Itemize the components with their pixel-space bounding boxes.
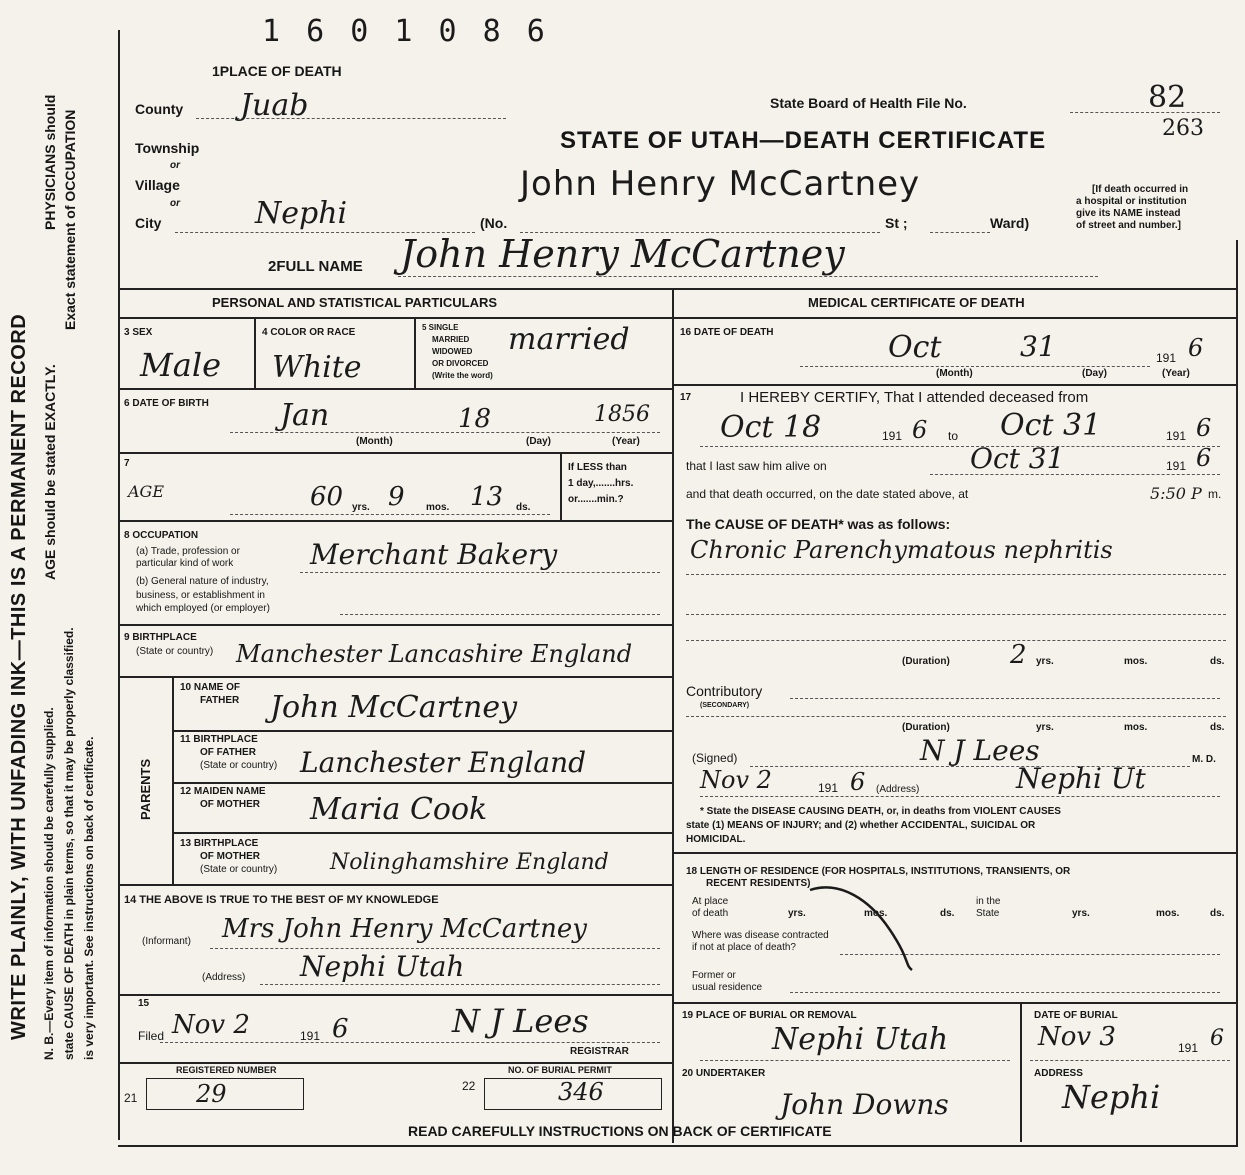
mother-birthplace-label-3: (State or country)	[200, 864, 278, 875]
burial-permit-value: 346	[558, 1078, 604, 1106]
registered-number-value: 29	[196, 1080, 227, 1108]
color-race-label: 4 COLOR OR RACE	[262, 327, 356, 338]
margin-note-1: N. B.—Every item of information should be carefully supplied.	[42, 707, 56, 1060]
age-months: 9	[388, 482, 405, 512]
full-name-label: 2FULL NAME	[268, 258, 363, 275]
in-state-mos: mos.	[1156, 908, 1180, 919]
attended-to-label: to	[948, 429, 959, 443]
hospital-note-1: [If death occurred in	[1092, 184, 1189, 195]
registrar-signature: N J Lees	[452, 1002, 589, 1040]
age-less-label-1: If LESS than	[568, 462, 627, 473]
father-birthplace-label-3: (State or country)	[200, 760, 278, 771]
death-time-value: 5:50 P	[1150, 484, 1202, 503]
filed-year: 6	[332, 1014, 349, 1044]
dod-month-label: (Month)	[936, 368, 973, 379]
occupation-b-1: (b) General nature of industry,	[136, 576, 269, 587]
ward-label: Ward)	[990, 215, 1030, 231]
city-value: Nephi	[255, 196, 348, 231]
burial-permit-index: 22	[462, 1079, 476, 1093]
in-state-yrs: yrs.	[1072, 908, 1090, 919]
age-number: 7	[124, 458, 130, 469]
age-years: 60	[310, 482, 344, 512]
dob-year: 1856	[594, 402, 650, 427]
burial-place-label: 19 PLACE OF BURIAL OR REMOVAL	[682, 1010, 857, 1021]
date-of-death-month: Oct	[888, 330, 942, 365]
at-place-ds: ds.	[940, 908, 955, 919]
dod-year-label: (Year)	[1162, 368, 1190, 379]
date-of-death-year: 6	[1188, 334, 1204, 362]
occupation-a-2: particular kind of work	[136, 558, 234, 569]
attended-to-date: Oct 31	[1000, 408, 1102, 443]
signed-date: Nov 2	[700, 766, 772, 794]
former-residence-label-1: Former or	[692, 970, 736, 981]
filed-date: Nov 2	[172, 1010, 250, 1040]
personal-section-title: PERSONAL AND STATISTICAL PARTICULARS	[212, 295, 498, 310]
dob-year-label: (Year)	[612, 436, 640, 447]
informant-label: (Informant)	[142, 936, 191, 947]
birthplace-sublabel: (State or country)	[136, 646, 214, 657]
marital-label-5: (Write the word)	[432, 371, 493, 380]
age-months-label: mos.	[426, 502, 450, 513]
hospital-note-2: a hospital or institution	[1076, 196, 1187, 207]
death-time-text: and that death occurred, on the date stated above, at	[686, 487, 969, 501]
signed-value: N J Lees	[920, 734, 1040, 767]
dod-day-label: (Day)	[1082, 368, 1108, 379]
township-label: Township	[135, 140, 200, 156]
margin-note-5: PHYSICIANS should	[42, 94, 58, 230]
duration-value: 2	[1010, 640, 1027, 670]
occupation-label: 8 OCCUPATION	[124, 530, 199, 541]
signed-label: (Signed)	[692, 751, 738, 765]
secondary-label: (SECONDARY)	[700, 702, 750, 709]
signed-year: 6	[850, 768, 866, 796]
birthplace-value: Manchester Lancashire England	[236, 640, 633, 668]
certificate-title: STATE OF UTAH—DEATH CERTIFICATE	[560, 127, 1047, 154]
at-place-mos: mos.	[864, 908, 888, 919]
attended-from-date: Oct 18	[720, 410, 822, 445]
in-state-label-1: in the	[976, 896, 1001, 907]
signed-year-prefix: 191	[818, 781, 839, 795]
age-less-label-2: 1 day,.......hrs.	[568, 478, 634, 489]
marital-value: married	[508, 322, 630, 357]
contributory-mos-label: mos.	[1124, 722, 1148, 733]
death-time-suffix: m.	[1208, 487, 1222, 501]
last-saw-year: 6	[1196, 444, 1212, 472]
last-saw-text: that I last saw him alive on	[686, 459, 827, 473]
duration-mos-label: mos.	[1124, 656, 1148, 667]
contributory-ds-label: ds.	[1210, 722, 1225, 733]
dob-month-label: (Month)	[356, 436, 393, 447]
medical-section-title: MEDICAL CERTIFICATE OF DEATH	[808, 295, 1025, 310]
at-place-yrs: yrs.	[788, 908, 806, 919]
footer-instructions: READ CAREFULLY INSTRUCTIONS ON BACK OF CERTIFICATE	[408, 1123, 832, 1139]
dob-day-label: (Day)	[526, 436, 552, 447]
registered-number-index: 21	[124, 1091, 138, 1105]
undertaker-label: 20 UNDERTAKER	[682, 1068, 766, 1079]
full-name-value: John Henry McCartney	[400, 232, 845, 276]
dob-label: 6 DATE OF BIRTH	[124, 398, 209, 409]
date-of-death-label: 16 DATE OF DEATH	[680, 327, 774, 338]
occupation-value: Merchant Bakery	[310, 538, 558, 571]
age-less-label-3: or.......min.?	[568, 494, 624, 505]
street-no-label: (No.	[480, 215, 508, 231]
father-name-label-2: FATHER	[200, 695, 240, 706]
document-number: 1 6 0 1 0 8 6	[262, 14, 549, 49]
file-number-value: 82	[1148, 80, 1187, 115]
mother-birthplace-value: Nolinghamshire England	[330, 850, 609, 875]
father-birthplace-value: Lanchester England	[300, 746, 587, 779]
margin-note-6: Exact statement of OCCUPATION	[62, 109, 78, 330]
age-years-label: yrs.	[352, 502, 370, 513]
village-label: Village	[135, 177, 180, 193]
dob-month: Jan	[280, 398, 330, 433]
marital-label-1: 5 SINGLE	[422, 323, 459, 332]
margin-note-2: state CAUSE OF DEATH in plain terms, so that it may be properly classified.	[62, 627, 76, 1060]
at-place-label-2: of death	[692, 908, 729, 919]
burial-year: 6	[1210, 1026, 1224, 1051]
date-of-death-day: 31	[1020, 330, 1056, 363]
birthplace-label: 9 BIRTHPLACE	[124, 632, 197, 643]
cause-of-death-value: Chronic Parenchymatous nephritis	[690, 536, 1113, 564]
mother-name-value: Maria Cook	[310, 792, 488, 827]
street-label: St ;	[885, 215, 908, 231]
burial-date-label: DATE OF BURIAL	[1034, 1010, 1118, 1021]
informant-value: Mrs John Henry McCartney	[222, 914, 587, 944]
sex-value: Male	[140, 346, 222, 384]
in-state-ds: ds.	[1210, 908, 1225, 919]
residence-label-1: 18 LENGTH OF RESIDENCE (FOR HOSPITALS, INSTITUTIONS, TRANSIENTS, OR	[686, 866, 1071, 877]
contributory-duration-label: (Duration)	[902, 722, 950, 733]
color-race-value: White	[272, 350, 362, 385]
former-residence-label-2: usual residence	[692, 982, 763, 993]
occupation-a-1: (a) Trade, profession or	[136, 546, 240, 557]
burial-permit-label: NO. OF BURIAL PERMIT	[508, 1065, 612, 1075]
county-label: County	[135, 101, 184, 117]
filed-number: 15	[138, 998, 150, 1009]
burial-date: Nov 3	[1038, 1022, 1116, 1052]
contributory-yrs-label: yrs.	[1036, 722, 1054, 733]
marital-label-4: OR DIVORCED	[432, 359, 489, 368]
margin-note-4: AGE should be stated EXACTLY.	[42, 364, 58, 580]
cause-note-2: state (1) MEANS OF INJURY; and (2) whether ACCIDENTAL, SUICIDAL OR	[686, 820, 1036, 831]
cause-note-3: HOMICIDAL.	[686, 834, 746, 845]
certify-number: 17	[680, 392, 692, 403]
certify-text: I HEREBY CERTIFY, That I attended deceased from	[740, 389, 1089, 406]
md-label: M. D.	[1192, 754, 1216, 765]
occupation-b-3: which employed (or employer)	[136, 603, 270, 614]
signed-address-value: Nephi Ut	[1016, 762, 1146, 795]
name-top-value: John Henry McCartney	[520, 164, 921, 204]
cause-of-death-label: The CAUSE OF DEATH* was as follows:	[686, 516, 951, 532]
margin-note-3: is very important. See instructions on back of certificate.	[82, 736, 96, 1060]
burial-year-prefix: 191	[1178, 1041, 1199, 1055]
registered-number-label: REGISTERED NUMBER	[176, 1065, 277, 1075]
last-saw-year-prefix: 191	[1166, 459, 1187, 473]
undertaker-address-label: ADDRESS	[1034, 1068, 1083, 1079]
city-label: City	[135, 215, 162, 231]
residence-label-2: RECENT RESIDENTS)	[706, 878, 811, 889]
or-label-1: or	[170, 160, 180, 171]
duration-yrs-label: yrs.	[1036, 656, 1054, 667]
marital-label-3: WIDOWED	[432, 347, 473, 356]
undertaker-address-value: Nephi	[1062, 1078, 1161, 1116]
sex-label: 3 SEX	[124, 327, 153, 338]
county-value: Juab	[240, 88, 309, 123]
informant-address-value: Nephi Utah	[300, 950, 465, 983]
registrar-label: REGISTRAR	[570, 1046, 629, 1057]
contracted-label-2: if not at place of death?	[692, 942, 796, 953]
dob-day: 18	[458, 404, 492, 434]
undertaker-value: John Downs	[780, 1088, 949, 1121]
burial-place-value: Nephi Utah	[772, 1022, 949, 1057]
marital-label-2: MARRIED	[432, 335, 470, 344]
attended-to-year-prefix: 191	[1166, 429, 1187, 443]
mother-birthplace-label-2: OF MOTHER	[200, 851, 260, 862]
occupation-b-2: business, or establishment in	[136, 590, 265, 601]
file-number-label: State Board of Health File No.	[770, 95, 967, 111]
mother-birthplace-label-1: 13 BIRTHPLACE	[180, 838, 259, 849]
attended-from-year-prefix: 191	[882, 429, 903, 443]
residence-pen-stroke	[800, 870, 930, 980]
father-name-value: John McCartney	[270, 690, 518, 725]
father-birthplace-label-2: OF FATHER	[200, 747, 256, 758]
age-days: 13	[470, 482, 504, 512]
informant-address-label: (Address)	[202, 972, 246, 983]
place-of-death-label: 1PLACE OF DEATH	[212, 63, 342, 79]
last-saw-date: Oct 31	[970, 442, 1065, 475]
date-of-death-year-prefix: 191	[1156, 351, 1177, 365]
cause-note-1: * State the DISEASE CAUSING DEATH, or, in deaths from VIOLENT CAUSES	[700, 806, 1061, 817]
contracted-label-1: Where was disease contracted	[692, 930, 829, 941]
filed-label: Filed	[138, 1029, 165, 1043]
at-place-label-1: At place	[692, 896, 729, 907]
father-name-label-1: 10 NAME OF	[180, 682, 241, 693]
duration-label: (Duration)	[902, 656, 950, 667]
hospital-note-3: give its NAME instead	[1076, 208, 1181, 219]
parents-label: PARENTS	[138, 758, 153, 820]
or-label-2: or	[170, 198, 180, 209]
contributory-label: Contributory	[686, 683, 763, 699]
age-days-label: ds.	[516, 502, 531, 513]
in-state-label-2: State	[976, 908, 1000, 919]
filed-year-prefix: 191	[300, 1029, 321, 1043]
margin-main-text: WRITE PLAINLY, WITH UNFADING INK—THIS IS A PERMANENT RECORD	[8, 313, 30, 1040]
age-mark: AGE	[128, 482, 165, 501]
mother-name-label-1: 12 MAIDEN NAME	[180, 786, 266, 797]
signed-address-label: (Address)	[876, 784, 920, 795]
attended-from-year: 6	[912, 416, 928, 444]
informant-heading: 14 THE ABOVE IS TRUE TO THE BEST OF MY KNOWLEDGE	[124, 894, 439, 906]
father-birthplace-label-1: 11 BIRTHPLACE	[180, 734, 258, 745]
hospital-note-4: of street and number.]	[1076, 220, 1182, 231]
duration-ds-label: ds.	[1210, 656, 1225, 667]
attended-to-year: 6	[1196, 414, 1212, 442]
mother-name-label-2: OF MOTHER	[200, 799, 260, 810]
file-number-extra: 263	[1162, 116, 1204, 141]
